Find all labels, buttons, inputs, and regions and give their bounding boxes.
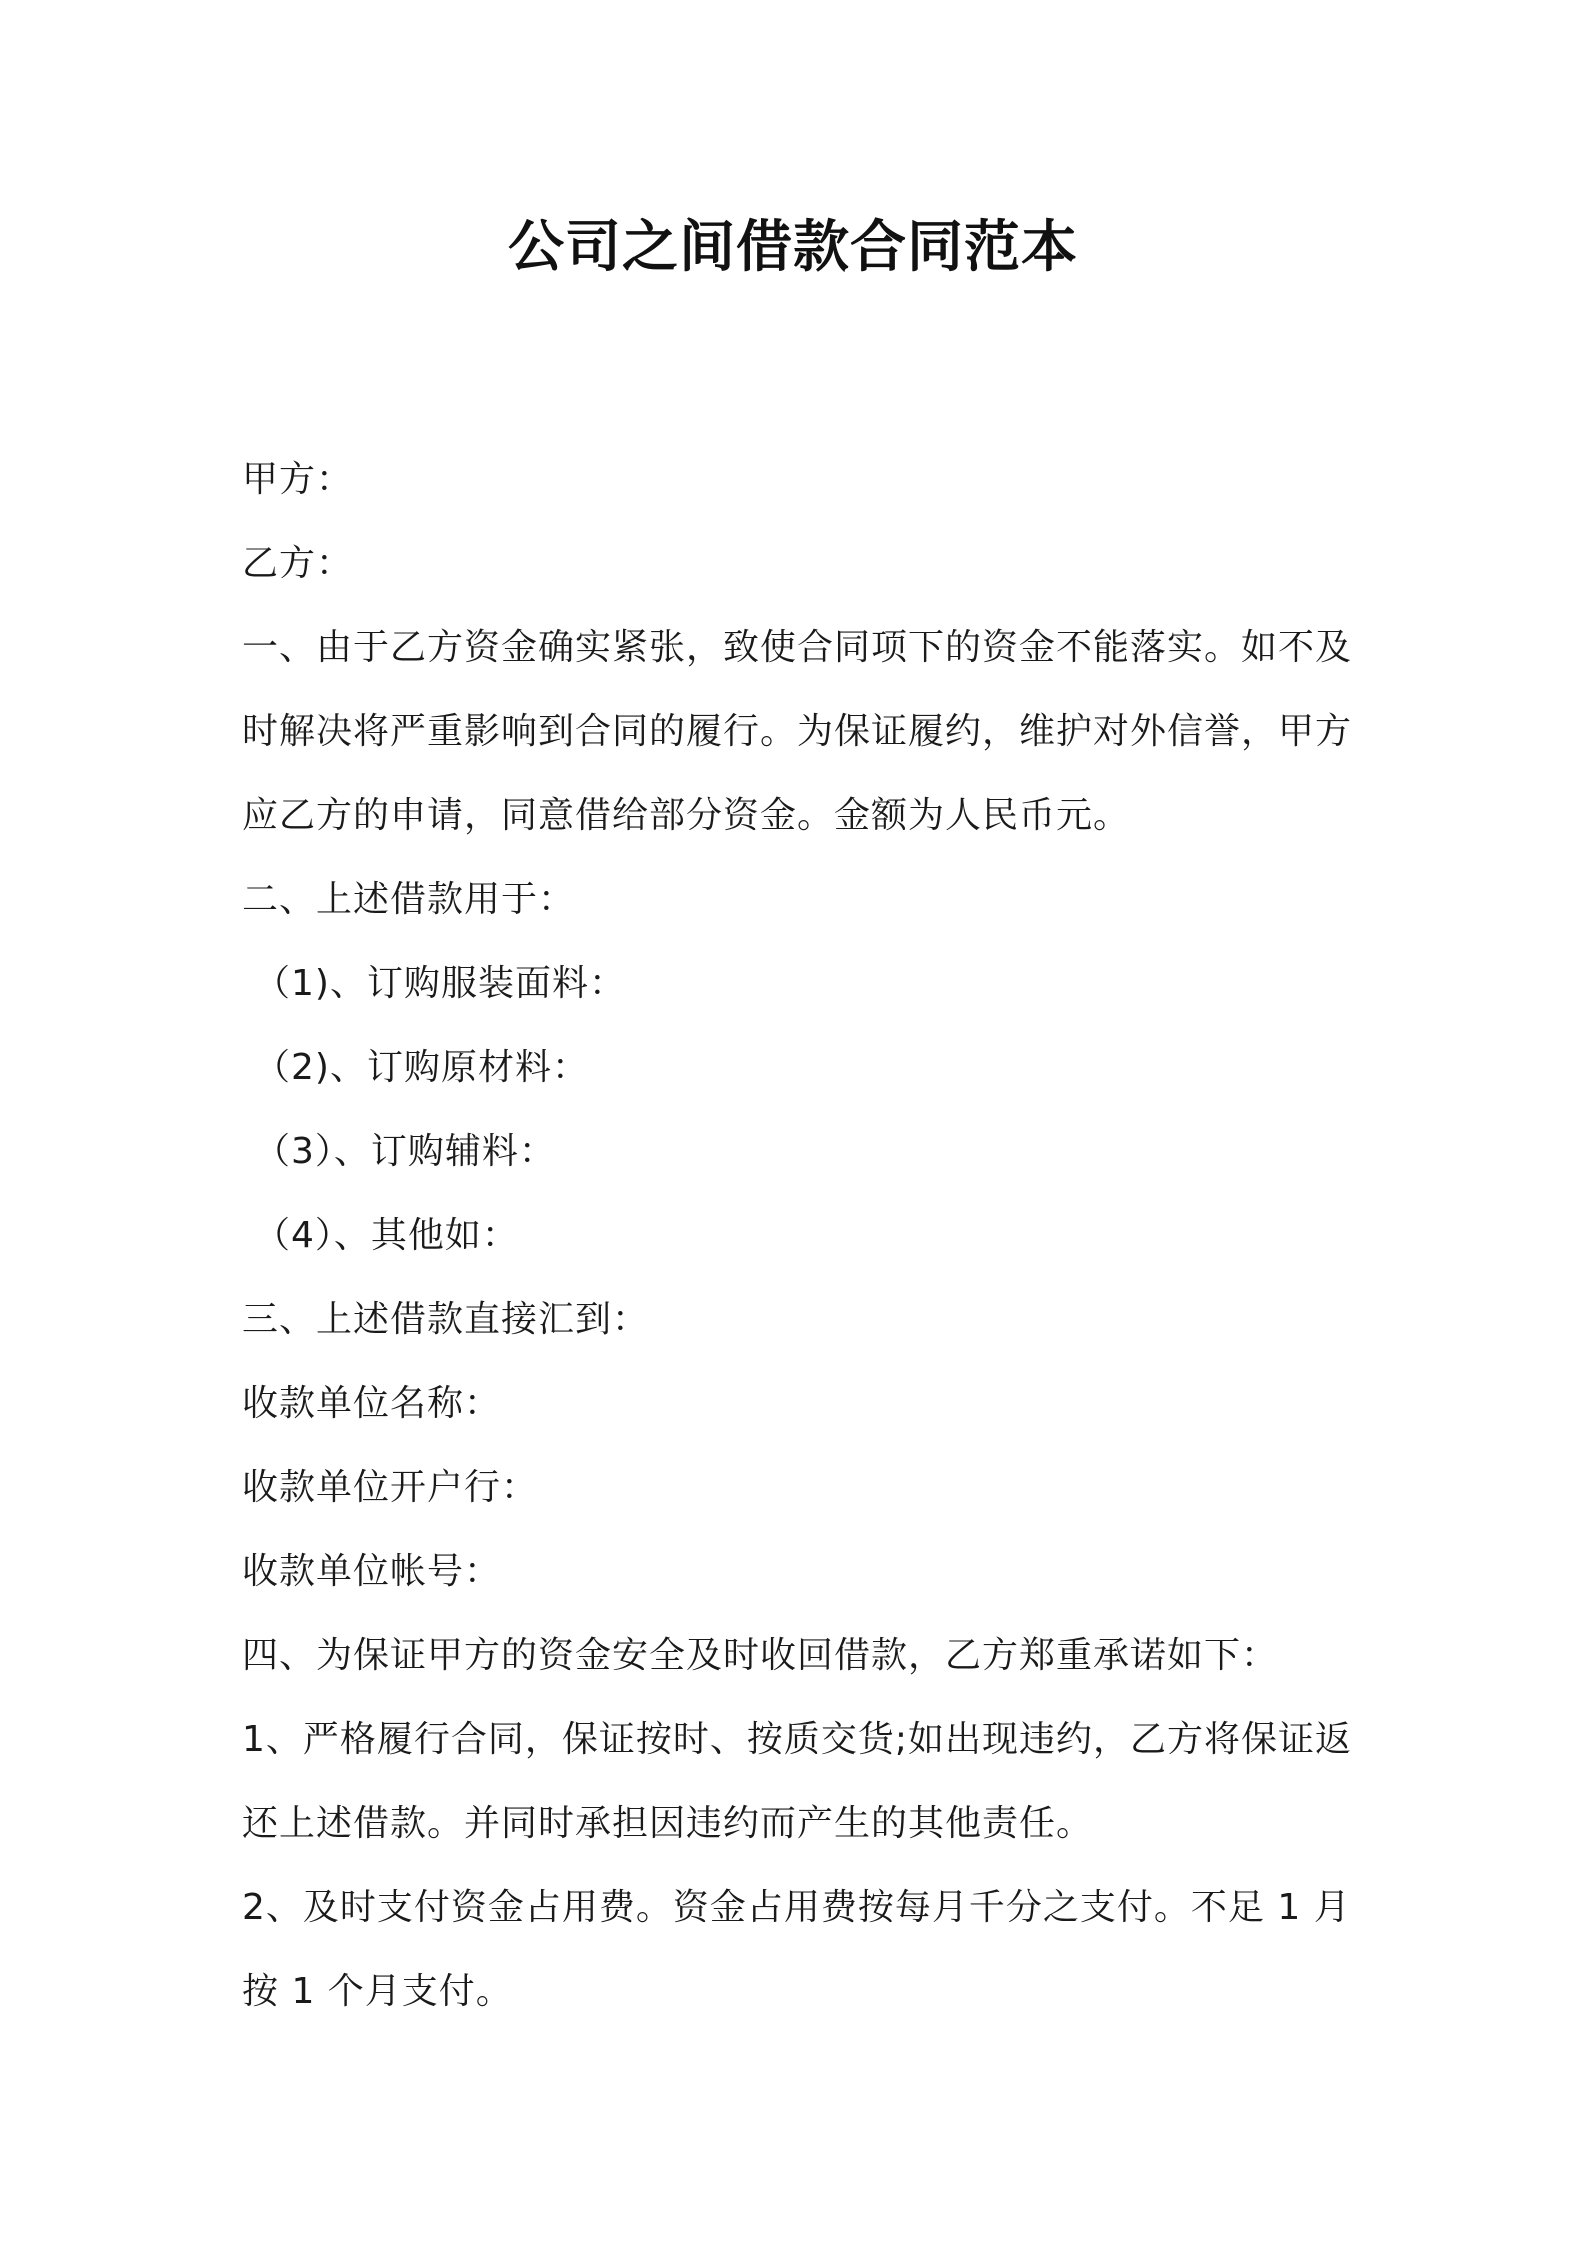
document-body bbox=[242, 438, 1362, 2034]
clause-4-item-1-line-1: 1、严格履行合同，保证按时、按质交货;如出现违约，乙方将保证返 bbox=[242, 1719, 1353, 1760]
party-b-line: 乙方： bbox=[242, 543, 354, 584]
clause-2-item-4: （4）、其他如： bbox=[254, 1215, 519, 1256]
clause-3-heading: 三、上述借款直接汇到： bbox=[242, 1299, 650, 1340]
clause-1-line-2: 时解决将严重影响到合同的履行。为保证履约，维护对外信誉，甲方 bbox=[242, 711, 1353, 752]
clause-2-heading: 二、上述借款用于： bbox=[242, 879, 576, 920]
clause-4-item-2-line-2: 按 1 个月支付。 bbox=[242, 1971, 513, 2012]
clause-4-item-1-line-2: 还上述借款。并同时承担因违约而产生的其他责任。 bbox=[242, 1803, 1094, 1844]
payee-bank-line: 收款单位开户行： bbox=[242, 1467, 539, 1508]
clause-1-line-3: 应乙方的申请，同意借给部分资金。金额为人民币元。 bbox=[242, 795, 1131, 836]
clause-4-item-2-line-1: 2、及时支付资金占用费。资金占用费按每月千分之支付。不足 1 月 bbox=[242, 1887, 1351, 1928]
clause-2-item-3: （3）、订购辅料： bbox=[254, 1131, 556, 1172]
payee-name-line: 收款单位名称： bbox=[242, 1383, 502, 1424]
clause-2-item-1: （1)、订购服装面料： bbox=[254, 963, 626, 1004]
party-a-line: 甲方： bbox=[242, 459, 354, 500]
clause-1-line-1: 一、由于乙方资金确实紧张，致使合同项下的资金不能落实。如不及 bbox=[242, 627, 1353, 668]
payee-account-line: 收款单位帐号： bbox=[242, 1551, 502, 1592]
clause-4-heading: 四、为保证甲方的资金安全及时收回借款，乙方郑重承诺如下： bbox=[242, 1635, 1279, 1676]
clause-2-item-2: （2)、订购原材料： bbox=[254, 1047, 589, 1088]
document-title: 公司之间借款合同范本 bbox=[508, 215, 1078, 280]
